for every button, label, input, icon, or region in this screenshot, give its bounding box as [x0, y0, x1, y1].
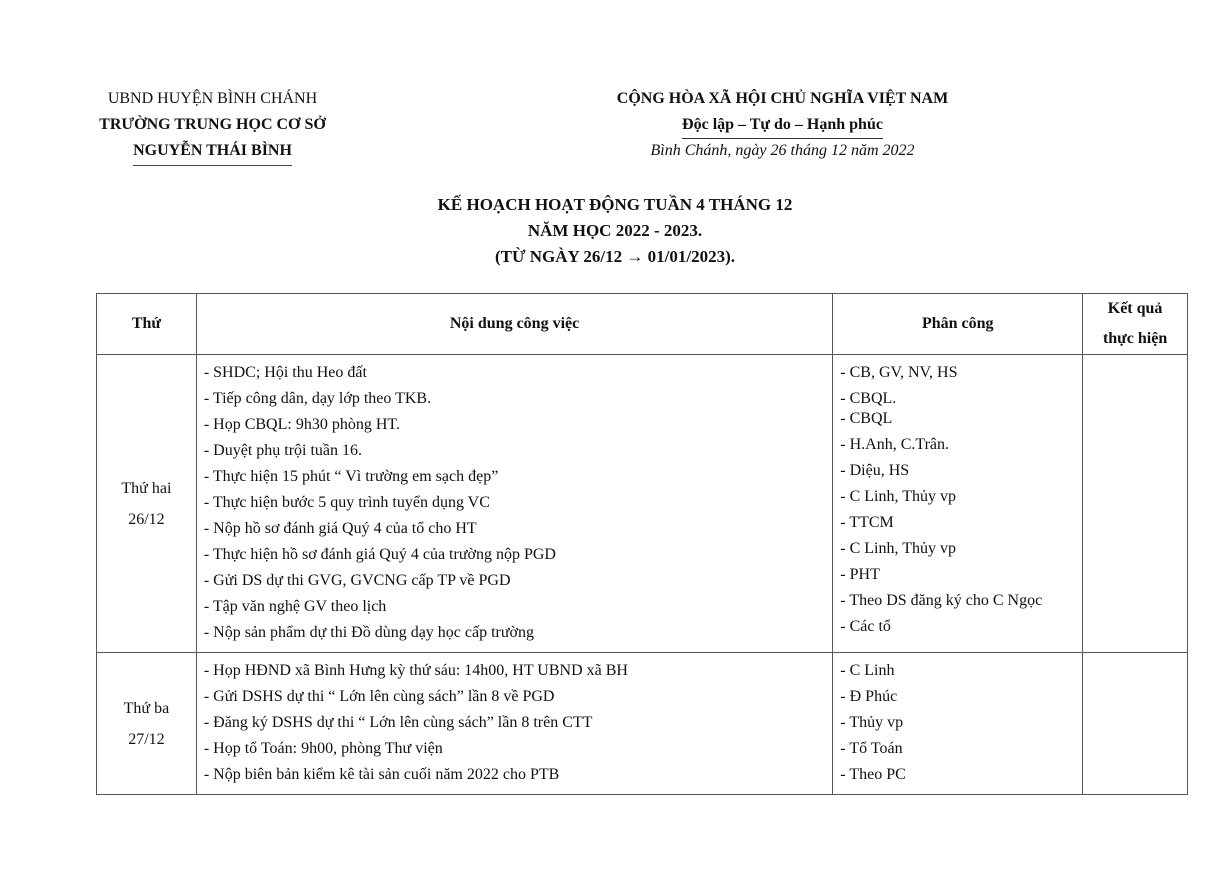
assignee-item: - Các tổ	[840, 618, 891, 635]
day-name: Thứ ba	[123, 699, 170, 717]
assignee-item: - C Linh	[840, 662, 895, 679]
day-date: 27/12	[128, 730, 165, 748]
title-line-1: KẾ HOẠCH HOẠT ĐỘNG TUẦN 4 THÁNG 12	[437, 195, 793, 214]
tasks-cell	[196, 355, 832, 653]
header-result-line-2: thực hiện	[1102, 330, 1168, 347]
task-item: - Tập văn nghệ GV theo lịch	[203, 598, 387, 615]
assignee-item: - C Linh, Thủy vp	[840, 488, 956, 505]
district-committee: UBND HUYỆN BÌNH CHÁNH	[107, 90, 318, 107]
assignee-item: - Tổ Toán	[840, 740, 903, 757]
task-item: - Họp HĐND xã Bình Hưng kỳ thứ sáu: 14h00, HT UBND xã BH	[203, 662, 628, 679]
document-date: Bình Chánh, ngày 26 tháng 12 năm 2022	[650, 142, 915, 159]
task-item: - SHDC; Hội thu Heo đất	[203, 364, 367, 381]
header-right	[570, 86, 995, 164]
activity-table	[96, 293, 1188, 795]
task-item: - Nộp sản phẩm dự thi Đồ dùng dạy học cấp trường	[203, 624, 535, 641]
header-content: Nội dung công việc	[196, 294, 832, 355]
assignee-item: - Thủy vp	[840, 714, 904, 731]
task-item: - Nộp hồ sơ đánh giá Quý 4 của tổ cho HT	[203, 520, 477, 537]
result-cell	[1083, 653, 1188, 795]
header-left	[80, 86, 345, 164]
assignee-item: - C Linh, Thủy vp	[840, 540, 956, 557]
task-item: - Họp tổ Toán: 9h00, phòng Thư viện	[203, 740, 443, 757]
task-item: - Họp CBQL: 9h30 phòng HT.	[203, 416, 400, 433]
assignee-item: - TTCM	[840, 514, 894, 531]
assignee-item: - CBQL	[840, 410, 893, 427]
title-line-3: (TỪ NGÀY 26/12 → 01/01/2023).	[494, 247, 736, 266]
day-name: Thứ hai	[121, 479, 172, 497]
task-item: - Tiếp công dân, dạy lớp theo TKB.	[203, 390, 432, 407]
school-type: TRƯỜNG TRUNG HỌC CƠ SỞ	[99, 116, 326, 133]
table-row	[97, 653, 1188, 795]
header-result-line-1: Kết quả	[1107, 300, 1163, 317]
header-assign: Phân công	[833, 294, 1083, 355]
assignee-item: - Theo PC	[840, 766, 906, 783]
national-motto: Độc lập – Tự do – Hạnh phúc	[682, 112, 883, 138]
assignee-item: - H.Anh, C.Trân.	[840, 436, 950, 453]
assignees-cell	[833, 355, 1083, 653]
assignee-item: - CBQL.	[840, 390, 897, 407]
assignees-cell	[833, 653, 1083, 795]
task-item: - Thực hiện 15 phút “ Vì trường em sạch đẹp”	[203, 468, 499, 485]
table-header-row	[97, 294, 1188, 355]
task-item: - Gửi DSHS dự thi “ Lớn lên cùng sách” lần 8 về PGD	[203, 688, 555, 705]
assignee-item: - Theo DS đăng ký cho C Ngọc	[840, 592, 1043, 609]
task-item: - Thực hiện bước 5 quy trình tuyển dụng VC	[203, 494, 490, 511]
result-cell	[1083, 355, 1188, 653]
day-date: 26/12	[128, 510, 165, 528]
header-result	[1083, 294, 1188, 355]
day-cell	[97, 653, 197, 795]
assignee-item: - PHT	[840, 566, 880, 583]
header-day: Thứ	[97, 294, 197, 355]
tasks-cell	[196, 653, 832, 795]
task-item: - Duyệt phụ trội tuần 16.	[203, 442, 363, 459]
task-item: - Gửi DS dự thi GVG, GVCNG cấp TP về PGD	[203, 572, 511, 589]
task-item: - Thực hiện hồ sơ đánh giá Quý 4 của trường nộp PGD	[203, 546, 556, 563]
assignee-item: - CB, GV, NV, HS	[840, 364, 958, 381]
table-row	[97, 355, 1188, 653]
plan-title	[0, 192, 1230, 270]
school-name: NGUYỄN THÁI BÌNH	[133, 138, 292, 164]
task-item: - Nộp biên bản kiểm kê tài sản cuối năm 2022 cho PTB	[203, 766, 560, 783]
national-title: CỘNG HÒA XÃ HỘI CHỦ NGHĨA VIỆT NAM	[616, 90, 949, 107]
assignee-item: - Đ Phúc	[840, 688, 898, 705]
assignee-item: - Diệu, HS	[840, 462, 910, 479]
day-cell	[97, 355, 197, 653]
task-item: - Đăng ký DSHS dự thi “ Lớn lên cùng sách” lần 8 trên CTT	[203, 714, 593, 731]
title-line-2: NĂM HỌC 2022 - 2023.	[527, 221, 703, 240]
